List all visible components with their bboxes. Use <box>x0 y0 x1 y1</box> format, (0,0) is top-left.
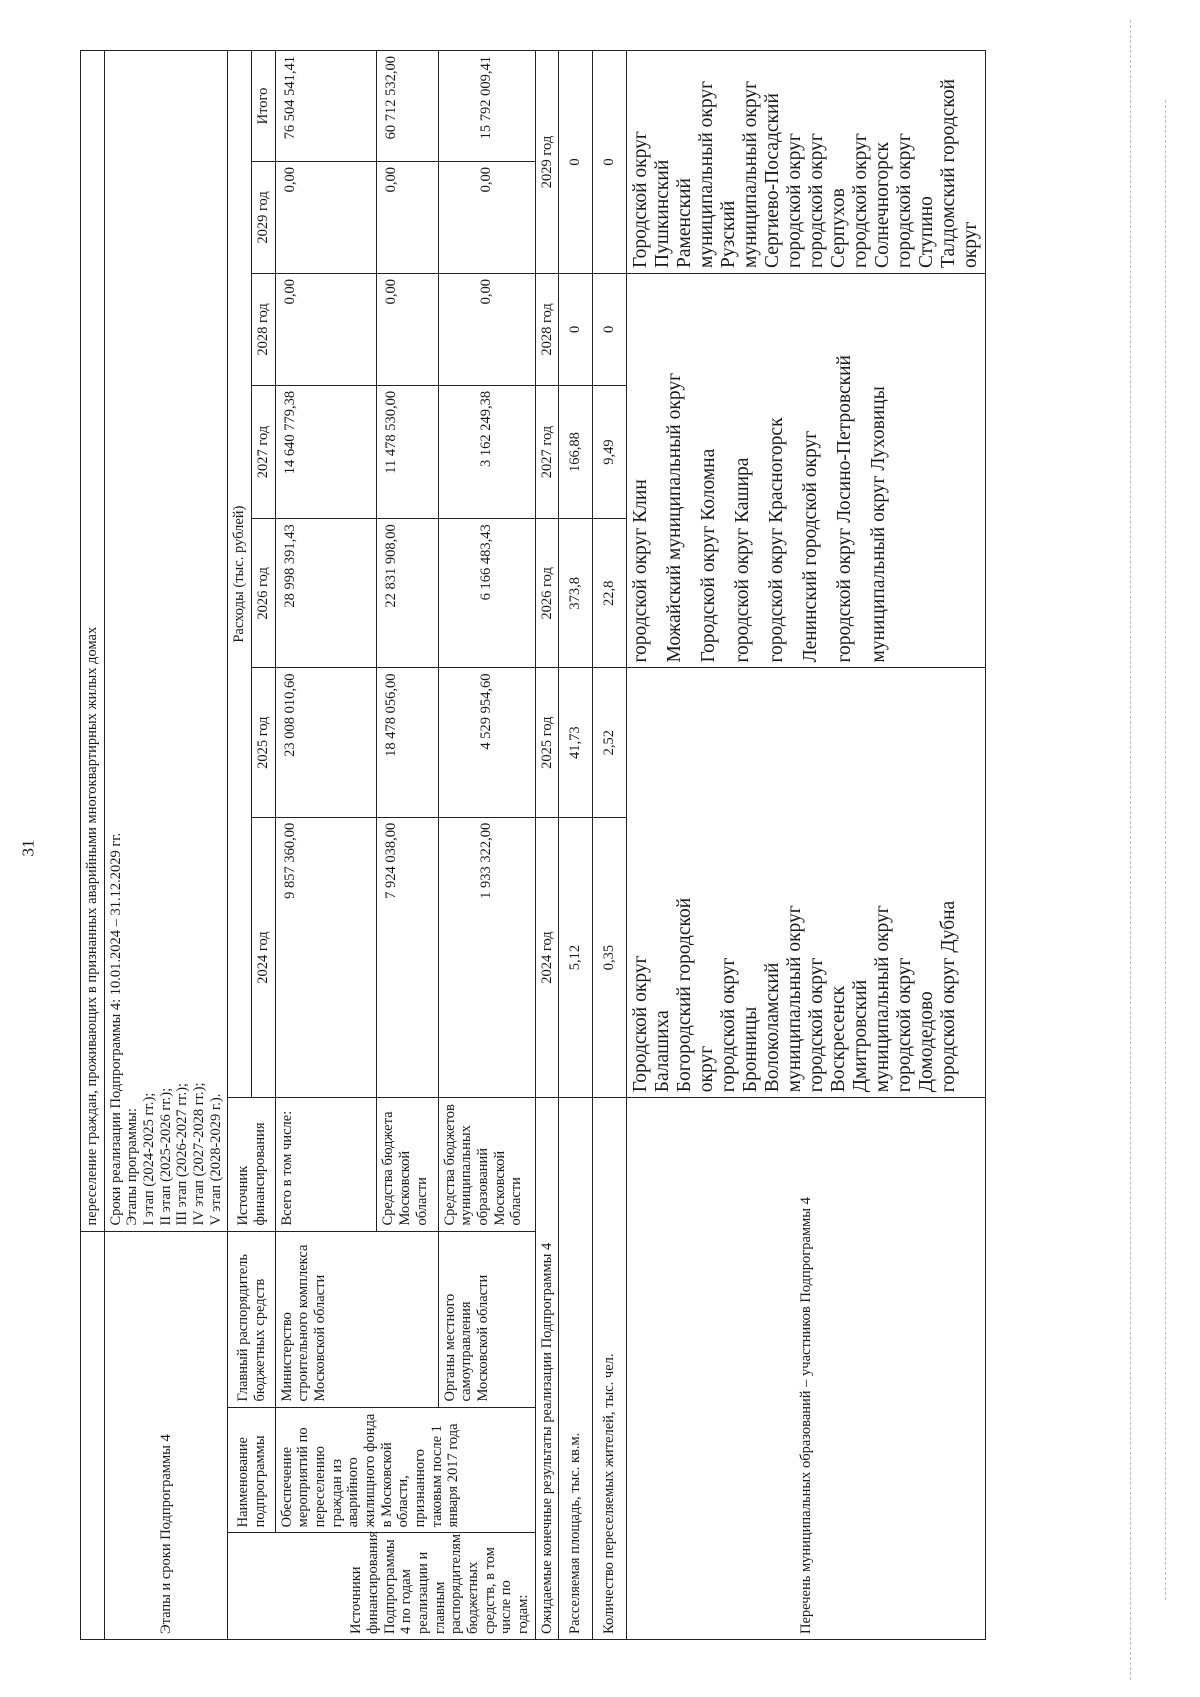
header-distributor: Главный распорядитель бюджетных средств <box>228 1231 275 1407</box>
year-header: 2024 год <box>252 817 276 1097</box>
municipality-line: Ленинский городской округ <box>799 430 821 663</box>
municipality-line: Волоколамский <box>761 962 783 1093</box>
municipalities-col-2 <box>626 273 986 668</box>
municipality-line: городской округ Клин <box>629 479 651 663</box>
value-cell: 4 529 954,60 <box>438 668 535 817</box>
results-value: 0 <box>559 51 593 274</box>
municipality-line: Воскресенск <box>828 985 850 1093</box>
results-value: 0 <box>593 273 627 385</box>
municipality-line: городской округ Красногорск <box>765 417 787 663</box>
municipalities-col-1 <box>626 668 986 1098</box>
header-source: Источник финансирования <box>228 1098 275 1231</box>
results-year: 2024 год <box>535 817 559 1097</box>
results-value: 166,88 <box>559 385 593 518</box>
municipality-line: Бронницы <box>739 1006 761 1093</box>
value-cell: 14 640 779,38 <box>275 385 377 518</box>
year-header: 2029 год <box>252 161 276 273</box>
municipality-line: муниципальный округ <box>872 905 894 1093</box>
value-cell: 22 831 908,00 <box>377 519 438 668</box>
financing-row-total <box>275 51 377 1640</box>
page-number: 31 <box>18 839 38 857</box>
year-header: Итого <box>252 51 276 162</box>
value-cell: 0,00 <box>377 273 438 385</box>
stages-line: III этап (2026-2027 гг.); <box>174 1083 191 1226</box>
header-expenses: Расходы (тыс. рублей) <box>228 51 252 1098</box>
results-year: 2025 год <box>535 668 559 817</box>
results-row-area <box>559 51 593 1640</box>
results-value: 0,35 <box>593 817 627 1097</box>
value-cell: 76 504 541,41 <box>275 51 377 162</box>
header-program-name: Наименование подпрограммы <box>228 1407 275 1533</box>
municipality-line: Сергиево-Посадский <box>761 93 783 268</box>
results-value: 41,73 <box>559 668 593 817</box>
value-cell: 0,00 <box>438 161 535 273</box>
results-year: 2027 год <box>535 385 559 518</box>
financing-header-row <box>228 51 252 1640</box>
municipality-line: городской округ <box>894 957 916 1093</box>
results-row-label: Расселяемая площадь, тыс. кв.м. <box>559 1098 593 1640</box>
rotated-page <box>80 50 1120 1640</box>
subprogram-passport-table <box>80 50 986 1640</box>
municipality-line: муниципальный округ <box>784 905 805 1093</box>
value-cell: 6 166 483,43 <box>438 519 535 668</box>
value-cell: 0,00 <box>275 161 377 273</box>
municipality-line: Городской округ <box>629 131 651 268</box>
municipality-line: Ступино <box>916 196 938 268</box>
value-cell: 7 924 038,00 <box>377 817 438 1097</box>
municipality-line: муниципальный округ <box>739 80 761 268</box>
stages-line: V этап (2028-2029 г.). <box>207 1093 224 1226</box>
year-header: 2025 год <box>252 668 276 817</box>
value-cell: 28 998 391,43 <box>275 519 377 668</box>
value-cell: 9 857 360,00 <box>275 817 377 1097</box>
scan-edge-line <box>1130 20 1131 1680</box>
municipality-line: Городской округ Коломна <box>697 448 719 663</box>
top-row-label <box>81 1231 105 1639</box>
scan-edge-line <box>1165 100 1166 1600</box>
source-regional: Средства бюджета Московской области <box>377 1098 438 1231</box>
municipality-line: городской округ <box>717 957 739 1093</box>
municipalities-label: Перечень муниципальных образований – участников Подпрограммы 4 <box>626 1098 986 1640</box>
stages-line: IV этап (2027-2028 гг.); <box>191 1082 208 1226</box>
top-row <box>81 51 105 1640</box>
municipality-line: Раменский <box>673 178 695 268</box>
value-cell: 60 712 532,00 <box>377 51 438 162</box>
results-value: 5,12 <box>559 817 593 1097</box>
value-cell: 18 478 056,00 <box>377 668 438 817</box>
municipality-line: округ <box>960 221 982 268</box>
source-municipal: Средства бюджетов муниципальных образований Московской области <box>438 1098 535 1231</box>
results-header-row <box>535 51 559 1640</box>
stages-row <box>104 51 228 1640</box>
municipalities-row <box>626 51 986 1640</box>
value-cell: 15 792 009,41 <box>438 51 535 162</box>
municipality-line: Дмитровский <box>850 979 872 1093</box>
municipality-line: Рузский <box>717 200 739 268</box>
year-header: 2026 год <box>252 519 276 668</box>
stages-content <box>104 51 228 1232</box>
results-year: 2026 год <box>535 519 559 668</box>
municipality-line: городской округ <box>894 133 916 268</box>
results-value: 373,8 <box>559 519 593 668</box>
stages-label: Этапы и сроки Подпрограммы 4 <box>104 1231 228 1639</box>
municipality-line: муниципальный округ Луховицы <box>868 386 889 663</box>
financing-label: Источники финансирования Подпрограммы 4 по годам реализации и главным распорядителям бюджетных средств, в том числе по годам: <box>228 1533 535 1640</box>
results-value: 0 <box>593 51 627 274</box>
stages-line: II этап (2025-2026 гг.); <box>157 1087 174 1226</box>
value-cell: 0,00 <box>275 273 377 385</box>
source-total: Всего в том числе: <box>275 1098 377 1231</box>
municipality-line: муниципальный округ <box>695 80 717 268</box>
value-cell: 1 933 322,00 <box>438 817 535 1097</box>
municipality-line: городской округ Дубна <box>938 900 960 1093</box>
value-cell: 11 478 530,00 <box>377 385 438 518</box>
year-header: 2027 год <box>252 385 276 518</box>
municipality-line: городской округ <box>784 133 805 268</box>
value-cell: 0,00 <box>377 161 438 273</box>
distributor-local: Органы местного самоуправления Московской области <box>438 1231 535 1407</box>
results-value: 0 <box>559 273 593 385</box>
stages-line: Этапы программы: <box>124 1108 141 1226</box>
municipality-line: Пушкинский <box>651 159 673 268</box>
year-header: 2028 год <box>252 273 276 385</box>
value-cell: 23 008 010,60 <box>275 668 377 817</box>
results-label: Ожидаемые конечные результаты реализации Подпрограммы 4 <box>535 1098 559 1640</box>
top-row-value: переселение граждан, проживающих в признанных аварийными многоквартирных жилых домах <box>81 51 105 1232</box>
municipality-line: Богородский городской <box>673 897 695 1093</box>
program-name: Обеспечение мероприятий по переселению граждан из аварийного жилищного фонда в Московской области, признанного таковым после 1 января 2017 года <box>275 1407 535 1533</box>
municipality-line: Домодедово <box>916 991 938 1093</box>
results-value: 22,8 <box>593 519 627 668</box>
municipality-line: городской округ <box>850 133 872 268</box>
results-value: 9,49 <box>593 385 627 518</box>
municipality-line: округ <box>695 1045 717 1093</box>
results-row-label: Количество переселяемых жителей, тыс. чел. <box>593 1098 627 1640</box>
municipality-line: Городской округ <box>629 955 651 1093</box>
municipality-line: Солнечногорск <box>872 141 894 268</box>
results-year: 2029 год <box>535 51 559 274</box>
stages-line: I этап (2024-2025 гг.); <box>141 1092 158 1226</box>
distributor-ministry: Министерство строительного комплекса Московской области <box>275 1231 438 1407</box>
results-year: 2028 год <box>535 273 559 385</box>
municipality-line: городской округ <box>806 133 828 268</box>
value-cell: 0,00 <box>438 273 535 385</box>
municipality-line: Серпухов <box>828 188 850 268</box>
results-row-residents <box>593 51 627 1640</box>
municipalities-col-3 <box>626 51 986 274</box>
municipality-line: Балашиха <box>651 1010 673 1093</box>
municipality-line: Талдомский городской <box>938 78 960 268</box>
municipality-line: Можайский муниципальный округ <box>663 372 685 663</box>
municipality-line: городской округ Кашира <box>731 457 753 663</box>
results-value: 2,52 <box>593 668 627 817</box>
municipality-line: городской округ <box>806 957 828 1093</box>
municipality-line: городской округ Лосино-Петровский <box>833 355 855 663</box>
financing-row-municipal <box>438 51 535 1640</box>
stages-line: Сроки реализации Подпрограммы 4: 10.01.2024 – 31.12.2029 гг. <box>107 832 124 1226</box>
value-cell: 3 162 249,38 <box>438 385 535 518</box>
